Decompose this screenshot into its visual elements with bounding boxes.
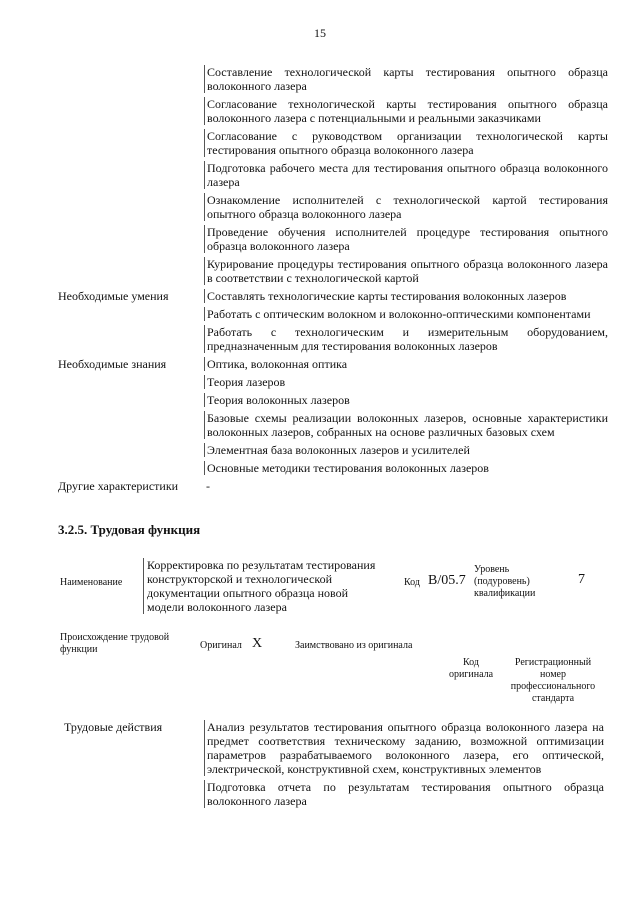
knowledge-item: Теория лазеров	[204, 375, 608, 389]
code-original-label: Код оригинала	[448, 657, 494, 680]
original-mark: X	[252, 636, 263, 651]
knowledge-item: Оптика, волоконная оптика	[204, 357, 608, 371]
knowledge-item: Элементная база волоконных лазеров и усилителей	[204, 443, 608, 457]
other-item: -	[206, 479, 210, 493]
action-item: Проведение обучения исполнителей процедуре тестирования опытного образца волоконного лазера	[204, 225, 608, 253]
other-row	[58, 479, 608, 493]
skills-cells	[204, 289, 608, 357]
original-label: Оригинал	[200, 640, 242, 651]
code-label: Код	[404, 577, 420, 588]
name-label: Наименование	[60, 577, 123, 588]
row-label	[58, 65, 204, 289]
labor-actions-label: Трудовые действия	[64, 720, 163, 734]
knowledge-label: Необходимые знания	[58, 357, 167, 371]
origin-label: Происхождение трудовой функции	[60, 632, 170, 655]
level-label: Уровень (подуровень) квалификации	[474, 564, 536, 599]
function-name: Корректировка по результатам тестирования конструкторской и технологической документации опытного образца новой модели волоконного лазера	[143, 558, 387, 614]
other-label: Другие характеристики	[58, 479, 179, 493]
knowledge-cells	[204, 357, 608, 479]
skills-label: Необходимые умения	[58, 289, 169, 303]
skill-item: Работать с оптическим волокном и волоконно-оптическими компонентами	[204, 307, 608, 321]
reg-number-label: Регистрационный номер профессионального стандарта	[510, 657, 596, 704]
other-cells	[204, 479, 608, 493]
labor-action-item: Анализ результатов тестирования опытного образца волоконного лазера на предмет соответствия техническому заданию, возможной оптимизации параметров разрабатываемого волоконного лазера, его оптической, электрической, конструктивной схем, конструктивных элементов	[204, 720, 604, 776]
labor-actions-cells	[204, 720, 604, 808]
skills-row	[58, 289, 608, 357]
action-item: Подготовка рабочего места для тестирования опытного образца волоконного лазера	[204, 161, 608, 189]
level-value: 7	[578, 572, 585, 587]
action-item: Составление технологической карты тестирования опытного образца волоконного лазера	[204, 65, 608, 93]
code-value: B/05.7	[428, 573, 466, 588]
page-number: 15	[314, 26, 326, 40]
action-item: Курирование процедуры тестирования опытного образца волоконного лазера в соответствии с технологической картой	[204, 257, 608, 285]
knowledge-row	[58, 357, 608, 479]
action-item: Согласование технологической карты тестирования опытного образца волоконного лазера с потенциальными и реальными заказчиками	[204, 97, 608, 125]
labor-action-item: Подготовка отчета по результатам тестирования опытного образца волоконного лазера	[204, 780, 604, 808]
requirements-table	[58, 65, 608, 493]
knowledge-item: Основные методики тестирования волоконных лазеров	[204, 461, 608, 475]
skill-item: Составлять технологические карты тестирования волоконных лазеров	[204, 289, 608, 303]
knowledge-item: Теория волоконных лазеров	[204, 393, 608, 407]
section-title: 3.2.5. Трудовая функция	[58, 522, 201, 537]
skill-item: Работать с технологическим и измерительным оборудованием, предназначенным для тестирования волоконных лазеров	[204, 325, 608, 353]
actions-cells	[204, 65, 608, 289]
borrowed-label: Заимствовано из оригинала	[295, 640, 413, 651]
knowledge-item: Базовые схемы реализации волоконных лазеров, основные характеристики волоконных лазеров, собранных на основе различных базовых схем	[204, 411, 608, 439]
action-item: Ознакомление исполнителей с технологической картой тестирования опытного образца волоконного лазера	[204, 193, 608, 221]
action-item: Согласование с руководством организации технологической карты тестирования опытного образца волоконного лазера	[204, 129, 608, 157]
actions-row	[58, 65, 608, 289]
